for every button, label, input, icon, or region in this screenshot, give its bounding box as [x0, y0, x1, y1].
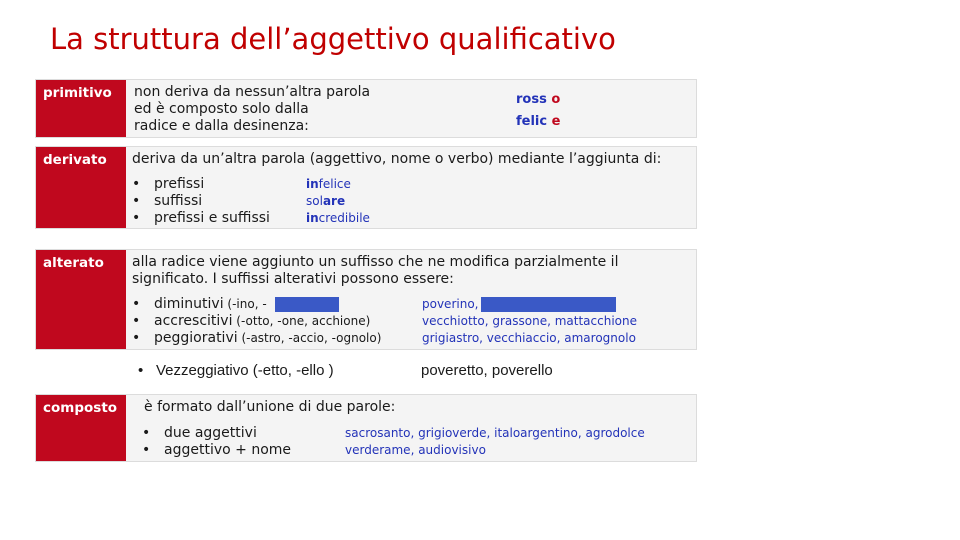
example-felice: felic e [516, 114, 561, 129]
example-infelice: infelice [306, 177, 351, 191]
row-composto [35, 394, 697, 462]
example-accrescitivi: vecchiotto, grassone, mattacchione [422, 314, 637, 328]
list-item: • peggiorativi (-astro, -accio, -ognolo) [132, 330, 382, 346]
composto-desc: è formato dall’unione di due parole: [144, 399, 396, 415]
list-item: • due aggettivi [142, 425, 257, 441]
row-primitivo [35, 79, 697, 138]
list-item: • aggettivo + nome [142, 442, 292, 458]
list-item: • accrescitivi (-otto, -one, acchione) [132, 313, 371, 329]
vezzeggiativo-example: poveretto, poverello [421, 362, 553, 379]
vezzeggiativo-label: Vezzeggiativo (-etto, -ello ) [156, 362, 334, 379]
primitivo-desc-2: ed è composto solo dalla [134, 101, 309, 117]
list-item: • suffissi [132, 193, 203, 209]
primitivo-desc-1: non deriva da nessun’altra parola [134, 84, 371, 100]
example-diminutivi: poverino, [422, 297, 479, 311]
label-primitivo: primitivo [36, 80, 126, 137]
example-peggiorativi: grigiastro, vecchiaccio, amarognolo [422, 331, 636, 345]
example-aggettivo-nome: verderame, audiovisivo [345, 443, 486, 457]
derivato-desc: deriva da un’altra parola (aggettivo, nome o verbo) mediante l’aggiunta di: [132, 151, 662, 167]
row-derivato [35, 146, 697, 229]
label-derivato: derivato [36, 147, 126, 228]
example-solare: solare [306, 194, 346, 208]
example-incredibile: incredibile [306, 211, 370, 225]
list-item: • prefissi e suffissi [132, 210, 270, 226]
example-rosso: ross o [516, 92, 561, 107]
alterato-desc-2: significato. I suffissi alterativi possono essere: [132, 271, 454, 287]
list-item: • prefissi [132, 176, 205, 192]
page-title: La struttura dell’aggettivo qualificativo [50, 22, 616, 56]
list-item: • diminutivi (-ino, - [132, 296, 267, 312]
vezzeggiativo-bullet: • [138, 362, 144, 379]
row-alterato [35, 249, 697, 350]
label-composto: composto [36, 395, 126, 461]
redaction-mask [481, 297, 616, 312]
label-alterato: alterato [36, 250, 126, 349]
primitivo-desc-3: radice e dalla desinenza: [134, 118, 309, 134]
example-due-aggettivi: sacrosanto, grigioverde, italoargentino, agrodolce [345, 426, 645, 440]
alterato-desc-1: alla radice viene aggiunto un suffisso che ne modifica parzialmente il [132, 254, 619, 270]
redaction-mask [275, 297, 339, 312]
